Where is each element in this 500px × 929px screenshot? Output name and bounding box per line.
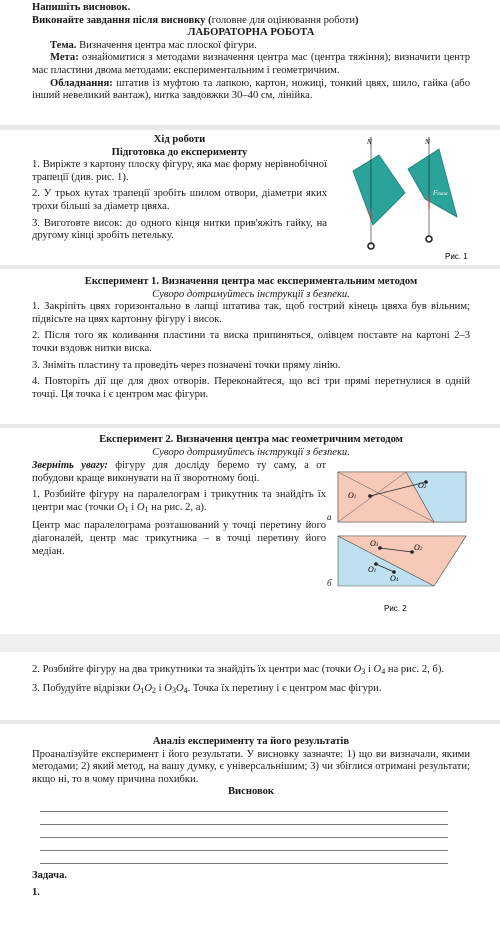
normal-force-label-right: N	[425, 138, 430, 146]
answer-line[interactable]	[40, 863, 448, 864]
point-o1b-label: O1	[368, 565, 377, 574]
gravity-label-left: Fтяж	[346, 204, 361, 212]
conclusion-title: Висновок	[227, 786, 275, 798]
exp2-step-2: 2. Розбийте фігуру на два трикутники та знайдіть їх центри мас (точки $O_3$ і $O_4$ на рис. 2, б).	[32, 664, 444, 676]
section-divider	[0, 265, 500, 269]
section-divider	[0, 424, 500, 428]
prep-step-2: 2. У трьох кутах трапеції зробіть шилом отвори, діаметри яких трохи більші за діаметр цвяха.	[32, 188, 327, 212]
instruction-2: Виконайте завдання після висновку (головне для оцінювання роботи)	[32, 14, 359, 26]
left-plate	[353, 137, 405, 249]
section-divider	[0, 720, 500, 724]
task-number: 1.	[32, 886, 40, 898]
page-break	[0, 634, 500, 652]
experiment-1-section	[32, 276, 470, 401]
experiment-2-continued	[32, 664, 470, 697]
section-divider	[0, 125, 500, 130]
figure-1-caption: Рис. 1	[445, 252, 468, 261]
figure-2b-label: б	[327, 578, 332, 588]
figure-2	[334, 468, 474, 618]
exp1-step-1: 1. Закріпіть цвях горизонтально в лапці штатива так, щоб гострий кінець цвяха був вільним; підвісьте на цвях картонну фігуру і висок.	[32, 301, 470, 325]
point-o1-label: O1	[348, 491, 357, 500]
figure-1	[333, 133, 473, 261]
figure-2b	[338, 536, 466, 586]
attention-note: Зверніть увагу: фігуру для досліду беремо ту саму, а от побудови краще виконувати на її зворотному боці.	[32, 460, 326, 484]
lab-title: ЛАБОРАТОРНА РОБОТА	[187, 27, 315, 39]
experiment-1-title: Експеримент 1. Визначення центра мас експериментальним методом	[84, 276, 418, 287]
exp1-step-3: 3. Зніміть пластину та проведіть через позначені точки пряму лінію.	[32, 359, 341, 371]
exp1-step-2: 2. Після того як коливання пластини та виска припиняться, олівцем поставте на картоні 2–3 точки вздовж нитки виска.	[32, 330, 470, 354]
prep-step-1: 1. Виріжте з картону плоску фігуру, яка має форму нерівнобічної трапеції (див. рис. 1).	[32, 159, 327, 183]
prep-step-3: 3. Виготовте висок: до одного кінця нитки прив'яжіть гайку, на другому кінці зробіть петельку.	[32, 217, 327, 242]
experiment-2-title-block	[32, 434, 470, 459]
experiment-1-safety-note: Суворо дотримуйтесь інструкції з безпеки.	[152, 288, 350, 300]
intro-section	[32, 2, 470, 103]
experiment-2-safety-note: Суворо дотримуйтесь інструкції з безпеки.	[152, 446, 350, 458]
answer-line[interactable]	[40, 824, 448, 825]
exp2-step-1: 1. Розбийте фігуру на паралелограм і трикутник та знайдіть їх центри мас (точки $O_1$ і $O_1$ на рис. 2, а).	[32, 489, 326, 514]
answer-line[interactable]	[40, 850, 448, 851]
analysis-section	[32, 736, 470, 799]
answer-line[interactable]	[40, 837, 448, 838]
exp2-step-3: 3. Побудуйте відрізки $O_1O_2$ і $O_3O_4$. Точка їх перетину і є центром мас фігури.	[32, 682, 382, 695]
exp1-step-4: 4. Повторіть дії ще для двох отворів. Переконайтеся, що всі три прямі перетнулися в одній точці. Ця точка і є центром мас фігури.	[32, 376, 470, 400]
figure-2a	[338, 472, 466, 522]
procedure-title: Хід роботи	[153, 134, 206, 145]
point-o2b-label: O2	[414, 543, 423, 552]
equipment: Обладнання: штатив із муфтою та лапкою, картон, ножиці, тонкий цвях, шило, гайка (або інший невеликий вантаж), нитка завдовжки 30–40 см, лінійка.	[32, 77, 470, 102]
experiment-2-title: Експеримент 2. Визначення центра мас геометричним методом	[99, 434, 403, 445]
experiment-2-section	[32, 460, 326, 558]
instruction-1: Напишіть висновок.	[32, 2, 131, 13]
figure-2a-label: а	[327, 512, 332, 522]
exp2-explanation: Центр мас паралелограма розташований у точці перетину його діагоналей, центр мас трикутника – в точці перетину його медіан.	[32, 520, 326, 557]
task-section	[32, 870, 470, 899]
goal: Мета: ознайомитися з методами визначення центра мас (центра тяжіння); визначити центр мас пластини двома методами: експериментальним і геометричним.	[32, 52, 470, 76]
figure-2-caption: Рис. 2	[384, 604, 407, 613]
topic: Тема. Визначення центра мас плоскої фігури.	[50, 39, 257, 51]
procedure-subtitle: Підготовка до експерименту	[111, 146, 248, 158]
analysis-text: Проаналізуйте експеримент і його результати. У висновку зазначте: 1) що ви визначали, якими методами; 2) який метод, на вашу думку, є універсальнішим; 3) чи збіглися отримані результати; якщо ні, то в чому причина похибки.	[32, 748, 470, 785]
procedure-section	[32, 134, 327, 243]
answer-line[interactable]	[40, 811, 448, 812]
point-o2-label: O2	[418, 481, 427, 490]
task-title: Задача.	[32, 870, 68, 881]
analysis-title: Аналіз експерименту та його результатів	[152, 736, 350, 747]
point-o3-label: O3	[370, 539, 379, 548]
normal-force-label-left: N	[367, 138, 372, 146]
gravity-label-right: Fтяж	[433, 189, 448, 197]
point-o4-label: O4	[390, 574, 399, 583]
